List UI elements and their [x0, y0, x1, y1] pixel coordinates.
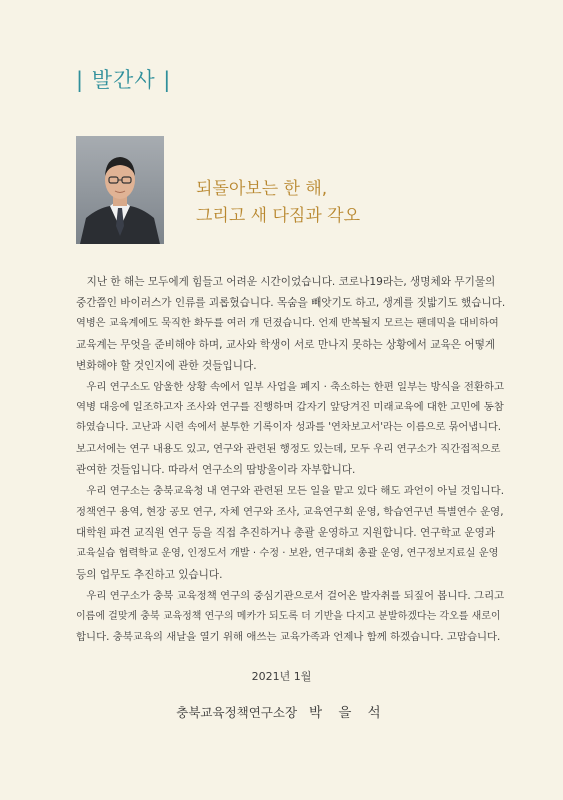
body-line: 보고서에는 연구 내용도 있고, 연구와 관련된 행정도 있는데, 모두 우리 연구소가 직간접적으로	[76, 443, 501, 456]
body-line: 하였습니다. 고난과 시련 속에서 분투한 기록이자 성과를 '연차보고서'라는 이름으로 묶어냅니다.	[76, 422, 502, 434]
body-line: 변화해야 할 것인지에 관한 것들입니다.	[76, 359, 257, 372]
body-line: 우리 연구소는 충북교육청 내 연구와 관련된 모든 일을 맡고 있다 해도 과언이 아닐 것입니다.	[76, 485, 505, 498]
body-line: 정책연구 용역, 현장 공모 연구, 자체 연구와 조사, 교육연구회 운영, 학습연구년 특별연수 운영,	[76, 505, 504, 518]
signature-title: 충북교육정책연구소장	[176, 705, 298, 720]
body-line: 우리 연구소도 암울한 상황 속에서 일부 사업을 폐지 · 축소하는 한편 일부는 방식을 전환하고	[76, 380, 505, 393]
body-line: 우리 연구소가 충북 교육정책 연구의 중심기관으로서 걸어온 발자취를 되짚어 봅니다. 그리고	[76, 589, 505, 602]
body-line: 지난 한 해는 모두에게 힘들고 어려운 시간이었습니다. 코로나19라는, 생명체와 무기물의	[76, 276, 496, 288]
foreword-body	[76, 272, 506, 648]
subtitle-line-1: 되돌아보는 한 해,	[196, 179, 328, 199]
subtitle-line-2: 그리고 새 다짐과 각오	[196, 206, 361, 226]
body-line: 역병은 교육계에도 묵직한 화두를 여러 개 던졌습니다. 언제 반복될지 모르는 팬데믹을 대비하여	[76, 317, 499, 329]
publication-date: 2021년 1월	[251, 670, 312, 683]
signature-name: 박 을 석	[309, 705, 387, 721]
body-line: 중간쯤인 바이러스가 인류를 괴롭혔습니다. 목숨을 빼앗기도 하고, 생계를 짓밟기도 했습니다.	[76, 296, 506, 309]
body-line: 합니다. 충북교육의 새날을 열기 위해 애쓰는 교육가족과 언제나 함께 하겠습니다. 고맙습니다.	[76, 631, 501, 644]
portrait-image	[76, 136, 164, 244]
body-line: 교육계는 무엇을 준비해야 하며, 교사와 학생이 서로 만나지 못하는 상황에서 교육은 어떻게	[76, 338, 496, 351]
foreword-subtitle	[196, 176, 360, 230]
body-line: 대학원 파견 교직원 연구 등을 직접 추진하거나 총괄 운영하고 지원합니다. 연구학교 운영과	[76, 526, 496, 539]
signature	[0, 701, 563, 721]
author-portrait	[76, 136, 164, 244]
section-title: | 발간사 |	[76, 68, 172, 92]
body-line: 등의 업무도 추진하고 있습니다.	[76, 568, 223, 581]
body-line: 관여한 것들입니다. 따라서 연구소의 땀방울이라 자부합니다.	[76, 464, 356, 477]
body-line: 교육실습 협력학교 운영, 인정도서 개발 · 수정 · 보완, 연구대회 총괄 운영, 연구정보지료실 운영	[76, 547, 499, 559]
body-line: 이름에 걸맞게 충북 교육정책 연구의 메카가 되도록 더 기반을 다지고 분발하겠다는 각오를 새로이	[76, 610, 501, 622]
body-line: 역병 대응에 일조하고자 조사와 연구를 진행하며 갑자기 앞당겨진 미래교육에 대한 고민에 동참	[76, 401, 504, 414]
